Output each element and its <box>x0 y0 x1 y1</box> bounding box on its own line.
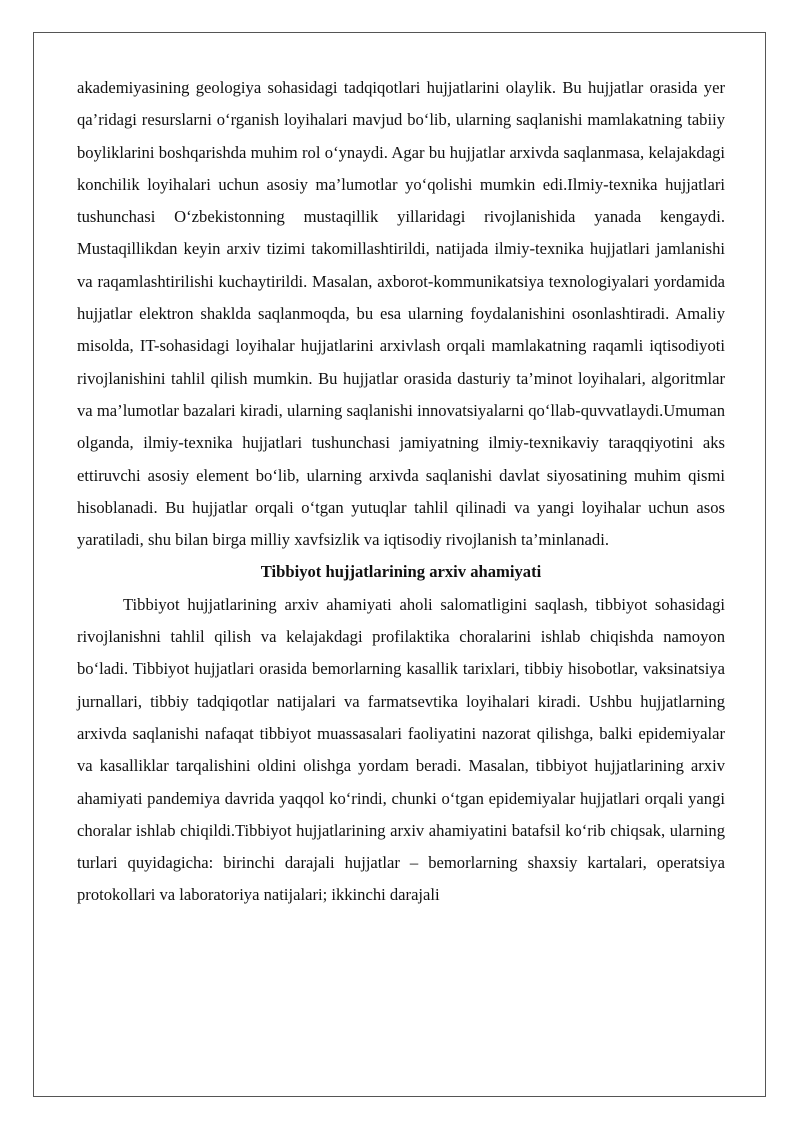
section-heading: Tibbiyot hujjatlarining arxiv ahamiyati <box>260 562 542 582</box>
paragraph: akademiyasining geologiya sohasidagi tadqiqotlari hujjatlarini olaylik. Bu hujjatlar orasida yer qa’ridagi resurslarni o‘rganish loyihalari mavjud bo‘lib, ularning saqlanishi mamlakatning tabiiy boyliklarini boshqarishda muhim rol o‘ynaydi. Agar bu hujjatlar arxivda saqlanmasa, kelajakdagi konchilik loyihalari uchun asosiy ma’lumotlar yo‘qolishi mumkin edi.Ilmiy-texnika hujjatlari tushunchasi O‘zbekistonning mustaqillik yillaridagi rivojlanishida yanada kengaydi. Mustaqillikdan keyin arxiv tizimi takomillashtirildi, natijada ilmiy-texnika hujjatlari jamlanishi va raqamlashtirilishi kuchaytirildi. Masalan, axborot-kommunikatsiya texnologiyalari yordamida hujjatlar elektron shaklda saqlanmoqda, bu esa ularning foydalanishini osonlashtiradi. Amaliy misolda, IT-sohasidagi loyihalar hujjatlarini arxivlash orqali mamlakatning raqamli iqtisodiyoti rivojlanishini tahlil qilish mumkin. Bu hujjatlar orasida dasturiy ta’minot loyihalari, algoritmlar va ma’lumotlar bazalari kiradi, ularning saqlanishi innovatsiyalarni qo‘llab-quvvatlaydi.Umuman olganda, ilmiy-texnika hujjatlari tushunchasi jamiyatning ilmiy-texnikaviy taraqqiyotini aks ettiruvchi asosiy element bo‘lib, ularning arxivda saqlanishi davlat siyosatining muhim qismi hisoblanadi. Bu hujjatlar orqali o‘tgan yutuqlar tahlil qilinadi va yangi loyihalar uchun asos yaratiladi, shu bilan birga milliy xavfsizlik va iqtisodiy rivojlanish ta’minlanadi. <box>77 78 725 550</box>
paragraph: Tibbiyot hujjatlarining arxiv ahamiyati aholi salomatligini saqlash, tibbiyot sohasidagi rivojlanishni tahlil qilish va kelajakdagi profilaktika choralarini ishlab chiqishda namoyon bo‘ladi. Tibbiyot hujjatlari orasida bemorlarning kasallik tarixlari, tibbiy hisobotlar, vaksinatsiya jurnallari, tibbiy tadqiqotlar natijalari va farmatsevtika loyihalari kiradi. Ushbu hujjatlarning arxivda saqlanishi nafaqat tibbiyot muassasalari faoliyatini nazorat qilishga, balki epidemiyalar va kasalliklar tarqalishini oldini olishga yordam beradi. Masalan, tibbiyot hujjatlarining arxiv ahamiyati pandemiya davrida yaqqol ko‘rindi, chunki o‘tgan epidemiyalar hujjatlari orqali yangi choralar ishlab chiqildi.Tibbiyot hujjatlarining arxiv ahamiyatini batafsil ko‘rib chiqsak, ularning turlari quyidagicha: birinchi darajali hujjatlar – bemorlarning shaxsiy kartalari, operatsiya protokollari va laboratoriya natijalari; ikkinchi darajali <box>77 594 725 905</box>
document-body <box>77 72 725 912</box>
